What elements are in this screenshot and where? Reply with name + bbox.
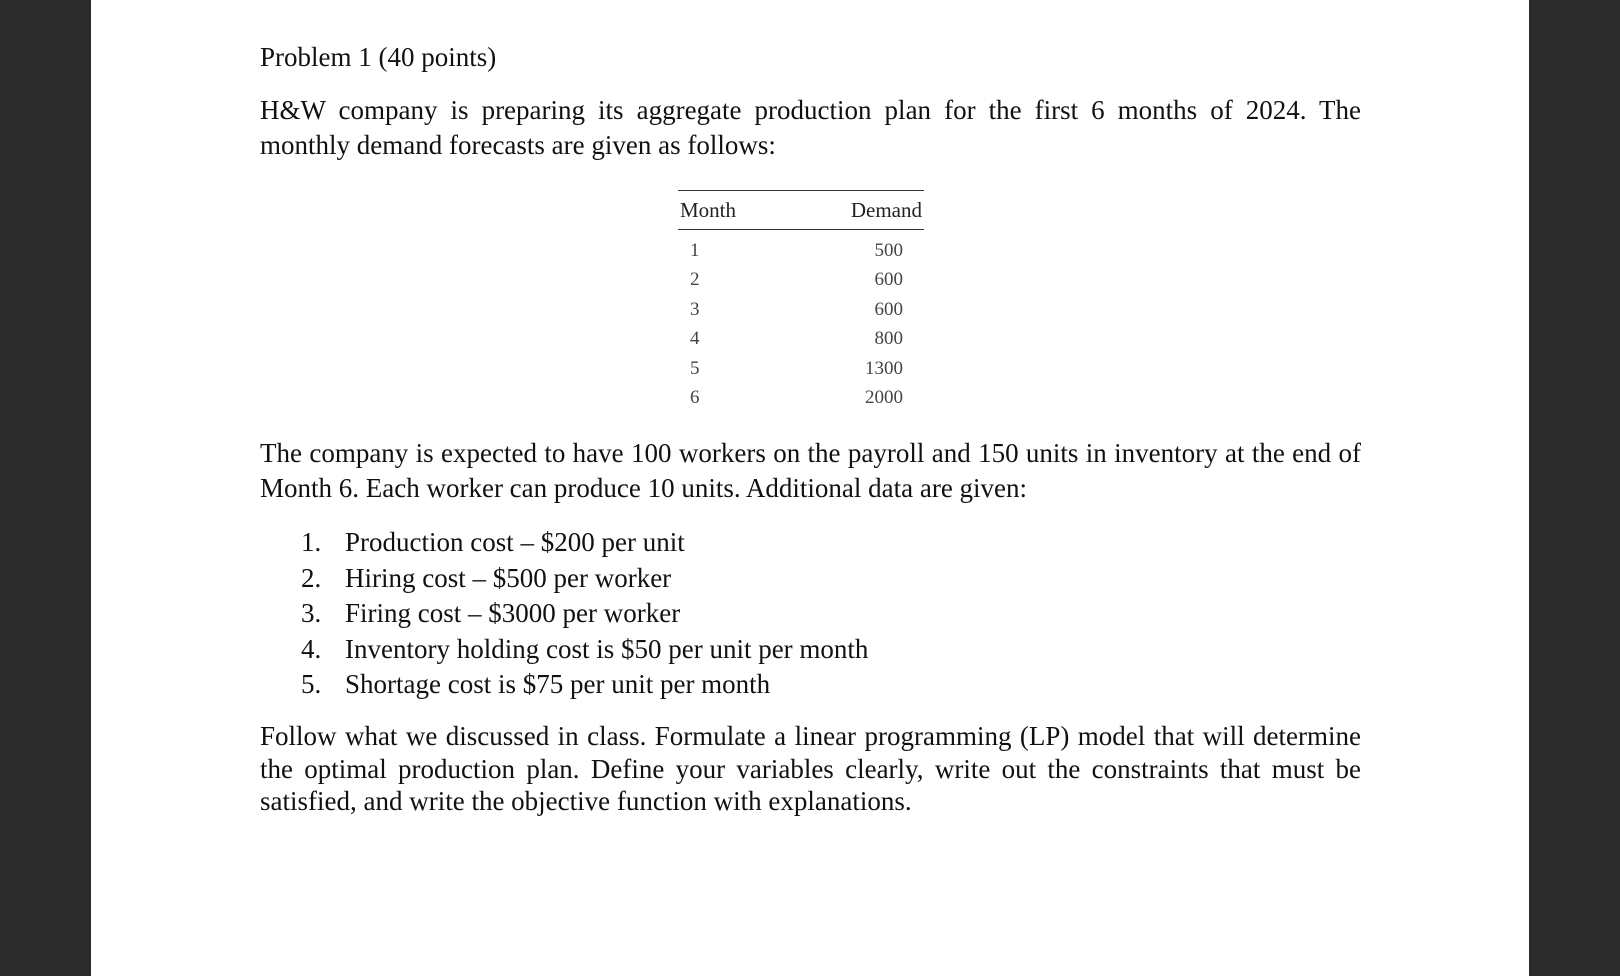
list-number: 4. bbox=[301, 633, 322, 664]
demand-cell: 2000 bbox=[865, 387, 903, 409]
instructions-paragraph: Follow what we discussed in class. Formulate a linear programming (LP) model that will determine the optimal production plan. Define your variables clearly, write out the constraints that must be satisfied, and write the objective function with explanations. bbox=[260, 721, 1361, 816]
list-text: Firing cost – $3000 per worker bbox=[345, 598, 681, 628]
table-row bbox=[678, 230, 924, 266]
list-text: Production cost – $200 per unit bbox=[345, 527, 685, 557]
list-number: 5. bbox=[301, 669, 322, 699]
table-row bbox=[678, 384, 924, 414]
demand-table bbox=[678, 190, 924, 413]
list-item bbox=[301, 561, 868, 597]
cost-list bbox=[301, 525, 868, 703]
list-text: Shortage cost is $75 per unit per month bbox=[345, 669, 771, 699]
document-page bbox=[91, 0, 1529, 976]
table-row bbox=[678, 266, 924, 296]
month-header: Month bbox=[678, 191, 787, 230]
list-item bbox=[301, 596, 868, 632]
demand-cell: 500 bbox=[874, 239, 903, 261]
demand-cell: 600 bbox=[874, 269, 903, 291]
list-item bbox=[301, 667, 868, 703]
list-text: Hiring cost – $500 per worker bbox=[345, 562, 672, 593]
month-cell: 1 bbox=[690, 239, 700, 261]
list-item bbox=[301, 632, 868, 668]
table-row bbox=[678, 354, 924, 384]
month-cell: 3 bbox=[690, 298, 700, 320]
list-number: 3. bbox=[301, 598, 322, 628]
month-cell: 6 bbox=[690, 387, 700, 409]
list-number: 2. bbox=[301, 562, 322, 593]
list-text: Inventory holding cost is $50 per unit per month bbox=[345, 633, 869, 664]
table-row bbox=[678, 325, 924, 355]
month-cell: 2 bbox=[690, 269, 700, 291]
month-cell: 5 bbox=[690, 357, 700, 379]
table-header-row bbox=[678, 191, 924, 230]
context-paragraph: The company is expected to have 100 workers on the payroll and 150 units in inventory at the end of Month 6. Each worker can produce 10 units. Additional data are given: bbox=[260, 438, 1361, 503]
demand-cell: 1300 bbox=[865, 357, 903, 379]
intro-paragraph: H&W company is preparing its aggregate production plan for the first 6 months of 2024. The monthly demand forecasts are given as follows: bbox=[260, 95, 1361, 160]
table-row bbox=[678, 295, 924, 325]
month-cell: 4 bbox=[690, 328, 700, 350]
demand-cell: 600 bbox=[874, 298, 903, 320]
problem-title: Problem 1 (40 points) bbox=[260, 42, 497, 72]
list-number: 1. bbox=[301, 527, 322, 557]
list-item bbox=[301, 525, 868, 561]
demand-cell: 800 bbox=[874, 328, 903, 350]
demand-header: Demand bbox=[787, 191, 924, 230]
